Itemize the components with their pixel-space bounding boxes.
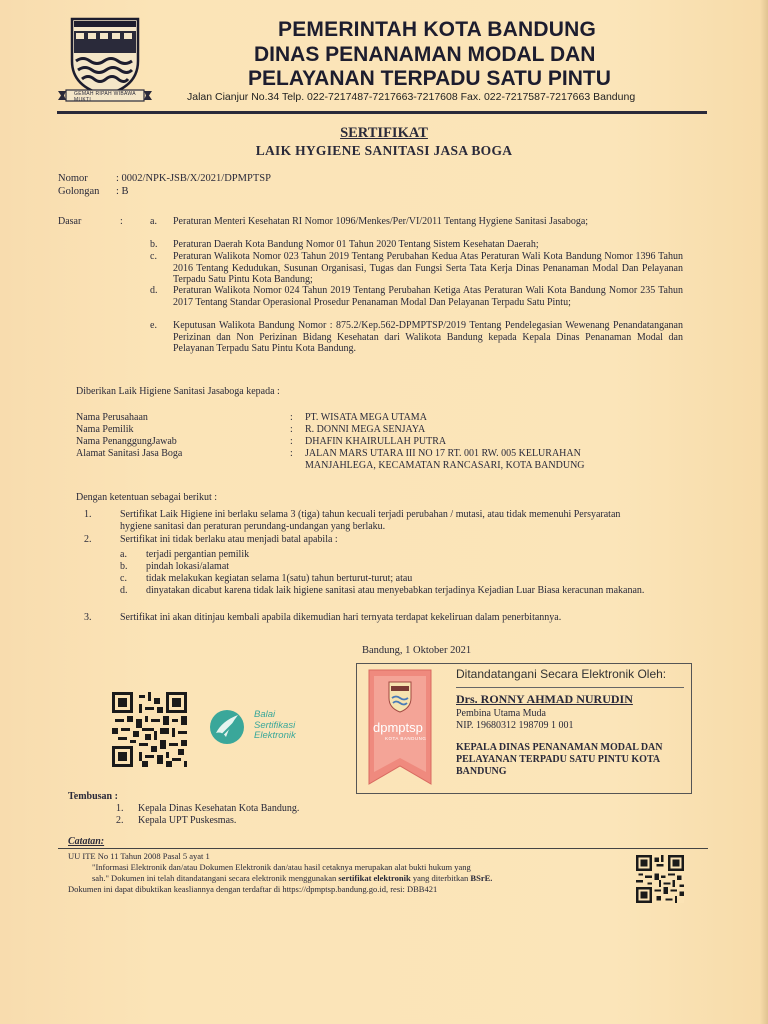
catatan-label: Catatan: [68, 836, 105, 847]
document-title: SERTIFIKAT [340, 125, 428, 141]
catatan-bold: BSrE. [470, 873, 493, 883]
catatan-line [92, 873, 492, 883]
header-government: PEMERINTAH KOTA BANDUNG [278, 18, 597, 41]
bsre-line: Elektronik [254, 730, 296, 741]
condition-text: Sertifikat ini akan ditinjau kembali apabila dikemudian hari ternyata terdapat kekeliruan dalam penerbitannya. [120, 612, 562, 623]
conditions-intro: Dengan ketentuan sebagai berikut : [76, 492, 218, 503]
tembusan-number: 1. [116, 803, 124, 814]
nomor-label: Nomor [58, 173, 88, 184]
ident-label: Nama Pemilik [76, 424, 134, 435]
ident-label: Alamat Sanitasi Jasa Boga [76, 448, 183, 459]
bsre-line: Balai [254, 709, 276, 720]
sub-text: pindah lokasi/alamat [146, 561, 230, 572]
nomor-value: : 0002/NPK-JSB/X/2021/DPMPTSP [116, 173, 271, 184]
emblem-motto: GEMAH RIPAH WIBAWA MUKTI [74, 91, 136, 103]
sub-letter: a. [120, 549, 127, 560]
catatan-line: Dokumen ini dapat dibuktikan keasliannya dengan terdaftar di https://dpmptsp.bandung.go.id, resi: DBB421 [68, 884, 438, 894]
catatan-text: sah." Dokumen ini telah ditandatangani secara elektronik menggunakan [92, 873, 339, 883]
golongan-value: : B [116, 186, 129, 197]
ident-label: Nama Perusahaan [76, 412, 148, 423]
dasar-item: Peraturan Menteri Kesehatan RI Nomor 1096/Menkes/Per/VI/2011 Tentang Hygiene Sanitasi Jasaboga; [173, 216, 589, 227]
condition-text: Sertifikat Laik Higiene ini berlaku selama 3 (tiga) tahun kecuali terjadi perubahan / mutasi, atau tidak memenuhi Persyaratan hygiene sanitasi dan peraturan perundang-undangan yang berlaku. [120, 509, 621, 532]
ident-colon: : [290, 412, 293, 423]
sanitation-address: JALAN MARS UTARA III NO 17 RT. 001 RW. 005 KELURAHAN [305, 448, 581, 459]
sub-letter: b. [120, 561, 128, 572]
header-address: Jalan Cianjur No.34 Telp. 022-7217487-7217663-7217608 Fax. 022-7217587-7217663 Bandung [187, 91, 636, 103]
page-edge [760, 0, 768, 1024]
header-agency-line2: PELAYANAN TERPADU SATU PINTU [248, 67, 611, 90]
dasar-letter: b. [150, 239, 158, 250]
bsre-text [254, 710, 296, 742]
sub-text: dinyatakan dicabut karena tidak laik higiene sanitasi atau menyebabkan terjadinya Kejadian Luar Biasa keracunan makanan. [146, 585, 645, 596]
badge-sublabel: KOTA BANDUNG [385, 736, 427, 741]
dasar-letter: d. [150, 285, 158, 296]
dasar-item: Keputusan Walikota Bandung Nomor : 875.2/Kep.562-DPMPTSP/2019 Tentang Pendelegasian Wewenang Penandatanganan Perizinan dan Non Perizinan Bidang Kesehatan dari Walikota Bandung kepada Kepala Dinas Penanaman Modal dan Pelayanan Terpadu Satu Pintu Kota Bandung. [173, 320, 683, 354]
golongan-label: Golongan [58, 186, 100, 197]
dasar-letter: a. [150, 216, 157, 227]
signature-rule [456, 687, 684, 688]
condition-text: Sertifikat ini tidak berlaku atau menjadi batal apabila : [120, 534, 338, 545]
dasar-item: Peraturan Walikota Nomor 024 Tahun 2019 Tentang Perubahan Ketiga Atas Peraturan Wali Kota Bandung Nomor 235 Tahun 2017 Tentang Standar Operasional Prosedur Penanaman Modal Dan Pelayanan Terpadu Satu Pintu; [173, 285, 683, 308]
emblem-ribbon [58, 89, 152, 102]
catatan-bold: sertifikat elektronik [338, 873, 411, 883]
issue-date-place: Bandung, 1 Oktober 2021 [362, 645, 472, 656]
signer-position: KEPALA DINAS PENANAMAN MODAL DAN PELAYANAN TERPADU SATU PINTU KOTA BANDUNG [456, 742, 663, 777]
dasar-item: Peraturan Walikota Nomor 023 Tahun 2019 Tentang Perubahan Kedua Atas Peraturan Wali Kota Bandung Nomor 1396 Tahun 2016 Tentang Kedudukan, Susunan Organisasi, Tugas dan Fungsi Serta Tata Kerja Dinas Penanaman Modal Dan Pelayanan Terpadu Satu Pintu Kota Bandung; [173, 251, 683, 285]
company-name: PT. WISATA MEGA UTAMA [305, 412, 427, 423]
dasar-colon: : [120, 216, 123, 227]
catatan-divider [58, 848, 708, 849]
e-signature-box [356, 663, 692, 794]
header-agency-line1: DINAS PENANAMAN MODAL DAN [254, 43, 596, 66]
tembusan-item: Kepala Dinas Kesehatan Kota Bandung. [138, 803, 300, 814]
dasar-label: Dasar [58, 216, 82, 227]
sub-text: tidak melakukan kegiatan selama 1(satu) tahun berturut-turut; atau [146, 573, 413, 584]
tembusan-label: Tembusan : [68, 791, 118, 802]
bsre-line: Sertifikasi [254, 719, 296, 731]
signer-nip: NIP. 19680312 198709 1 001 [456, 720, 574, 731]
ident-colon: : [290, 436, 293, 447]
ident-label: Nama PenanggungJawab [76, 436, 177, 447]
bsre-logo-icon [208, 707, 248, 747]
header-divider [57, 111, 707, 114]
dasar-letter: e. [150, 320, 157, 331]
catatan-line: "Informasi Elektronik dan/atau Dokumen Elektronik dan/atau hasil cetaknya merupakan alat bukti hukum yang [92, 862, 471, 872]
dpmptsp-badge-icon [365, 668, 435, 788]
condition-number: 1. [84, 509, 92, 520]
responsible-name: DHAFIN KHAIRULLAH PUTRA [305, 436, 447, 447]
tembusan-number: 2. [116, 815, 124, 826]
sub-letter: c. [120, 573, 127, 584]
ident-colon: : [290, 424, 293, 435]
condition-number: 3. [84, 612, 92, 623]
catatan-line: UU ITE No 11 Tahun 2008 Pasal 5 ayat 1 [68, 851, 210, 861]
ident-colon: : [290, 448, 293, 459]
signer-name: Drs. RONNY AHMAD NURUDIN [456, 692, 633, 706]
given-to-text: Diberikan Laik Higiene Sanitasi Jasaboga kepada : [76, 386, 280, 397]
qr-code-icon[interactable] [636, 855, 684, 903]
tembusan-item: Kepala UPT Puskesmas. [138, 815, 237, 826]
sub-letter: d. [120, 585, 128, 596]
sanitation-address-line2: MANJAHLEGA, KECAMATAN RANCASARI, KOTA BANDUNG [305, 460, 585, 471]
owner-name: R. DONNI MEGA SENJAYA [305, 424, 426, 435]
dasar-letter: c. [150, 251, 157, 262]
signer-rank: Pembina Utama Muda [456, 708, 546, 719]
catatan-text: yang diterbitkan [410, 873, 471, 883]
condition-number: 2. [84, 534, 92, 545]
badge-label: dpmptsp [373, 720, 423, 735]
signature-heading: Ditandatangani Secara Elektronik Oleh: [456, 667, 667, 681]
dasar-item: Peraturan Daerah Kota Bandung Nomor 01 Tahun 2020 Tentang Sistem Kesehatan Daerah; [173, 239, 539, 250]
document-subtitle: LAIK HYGIENE SANITASI JASA BOGA [255, 143, 513, 158]
qr-code-icon[interactable] [112, 692, 187, 767]
sub-text: terjadi pergantian pemilik [146, 549, 250, 560]
